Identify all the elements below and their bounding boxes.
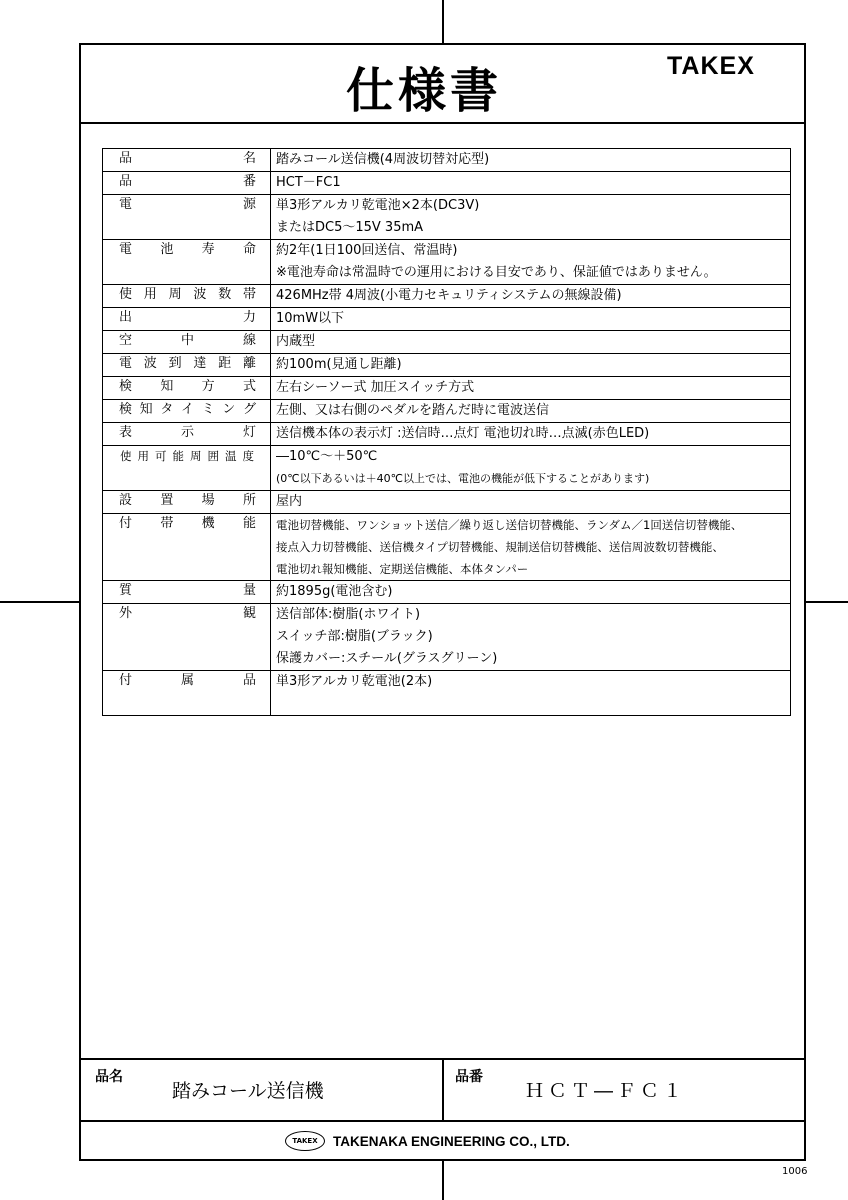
spec-label-char: 観 (242, 606, 256, 621)
spec-label-char: 出 (119, 310, 133, 325)
spec-label-char: 離 (242, 356, 256, 371)
spec-row (103, 514, 791, 581)
spec-label-char: 波 (143, 356, 157, 371)
spec-value-cell (271, 149, 791, 172)
crop-mark-left (0, 601, 79, 603)
spec-value: 単3形アルカリ乾電池(2本) (276, 674, 433, 689)
spec-label-cell (103, 240, 271, 285)
spec-label-char: 品 (119, 151, 133, 166)
spec-label-char: 距 (218, 356, 232, 371)
crop-mark-right (806, 601, 848, 603)
spec-label (103, 377, 270, 397)
spec-row (103, 604, 791, 671)
spec-label (103, 285, 270, 305)
spec-label (103, 491, 270, 511)
spec-label-cell (103, 491, 271, 514)
spec-label-char: 知 (160, 379, 174, 394)
spec-value: (0℃以下あるいは＋40℃以上では、電池の機能が低下することがあります) (276, 472, 650, 485)
spec-label-cell (103, 400, 271, 423)
spec-label-char: 達 (193, 356, 207, 371)
spec-label-cell (103, 172, 271, 195)
spec-value-cell (271, 172, 791, 195)
header-divider (79, 122, 806, 124)
spec-label-cell (103, 423, 271, 446)
spec-label-char: 寿 (201, 242, 215, 257)
spec-label-char: 命 (242, 242, 256, 257)
spec-value-cell (271, 331, 791, 354)
spec-value-cell (271, 604, 791, 671)
spec-label-char: 品 (242, 673, 256, 688)
spec-label (103, 423, 270, 443)
product-name-label: 品名 (95, 1069, 123, 1085)
spec-row (103, 354, 791, 377)
spec-label-cell (103, 604, 271, 671)
spec-label-char: 灯 (242, 425, 256, 440)
spec-label-char: 温 (225, 449, 237, 463)
spec-label-char: タ (160, 402, 174, 417)
spec-label-char: 可 (155, 449, 167, 463)
spec-value-cell (271, 285, 791, 308)
spec-label-char: 能 (172, 449, 184, 463)
spec-value: 約2年(1日100回送信、常温時) (276, 243, 458, 258)
spec-label-char: 方 (201, 379, 215, 394)
spec-row (103, 331, 791, 354)
spec-label-char: 池 (160, 242, 174, 257)
spec-label (103, 400, 270, 420)
spec-table (102, 148, 791, 716)
spec-label (103, 195, 270, 215)
spec-value: 送信部体:樹脂(ホワイト) (276, 607, 421, 622)
spec-label-char: 空 (119, 333, 133, 348)
spec-label (103, 331, 270, 351)
spec-label-char: 示 (180, 425, 194, 440)
spec-label-char: 量 (242, 583, 256, 598)
spec-label-cell (103, 446, 271, 491)
spec-row (103, 285, 791, 308)
spec-label (103, 604, 270, 624)
spec-label-char: イ (180, 402, 194, 417)
spec-value: 426MHz帯 4周波(小電力セキュリティシステムの無線設備) (276, 288, 622, 303)
spec-value: ※電池寿命は常温時での運用における目安であり、保証値ではありません。 (276, 265, 717, 280)
brand-logo: TAKEX (667, 52, 755, 80)
spec-label-char: 用 (143, 287, 157, 302)
spec-row (103, 491, 791, 514)
company-name: TAKENAKA ENGINEERING CO., LTD. (333, 1133, 570, 1149)
spec-value: 電池切替機能、ワンショット送信／繰り返し送信切替機能、ランダム／1回送信切替機能、 (276, 518, 743, 532)
spec-value-cell (271, 400, 791, 423)
spec-label-char: 外 (119, 606, 133, 621)
spec-row (103, 446, 791, 491)
spec-value: 保護カバー:スチール(グラスグリーン) (276, 651, 498, 666)
spec-value-cell (271, 308, 791, 331)
spec-label-char: 場 (201, 493, 215, 508)
spec-label-char: 表 (119, 425, 133, 440)
spec-label-char: 帯 (242, 287, 256, 302)
spec-label (103, 446, 270, 466)
spec-label-cell (103, 285, 271, 308)
spec-label-cell (103, 377, 271, 400)
spec-label-char: 所 (242, 493, 256, 508)
product-number-label: 品番 (455, 1069, 483, 1085)
spec-label-char: 囲 (207, 449, 219, 463)
spec-label-char: ミ (201, 402, 215, 417)
spec-value-cell (271, 377, 791, 400)
spec-row (103, 423, 791, 446)
company-logo: TAKEX (285, 1131, 325, 1151)
spec-label-char: 中 (180, 333, 194, 348)
spec-value: またはDC5～15V 35mA (276, 220, 424, 235)
spec-label-char: 属 (180, 673, 194, 688)
crop-mark-top (442, 0, 444, 43)
spec-row (103, 581, 791, 604)
spec-label-char: 使 (119, 287, 133, 302)
spec-value: 約100m(見通し距離) (276, 357, 402, 372)
spec-value: 約1895g(電池含む) (276, 584, 393, 599)
spec-row (103, 195, 791, 240)
spec-label-cell (103, 581, 271, 604)
spec-label (103, 514, 270, 534)
spec-label-char: 式 (242, 379, 256, 394)
spec-value-cell (271, 423, 791, 446)
page-title: 仕様書 (345, 63, 502, 119)
company-block (285, 1129, 570, 1153)
spec-value-cell (271, 671, 791, 716)
spec-label-char: 知 (139, 402, 153, 417)
spec-label-cell (103, 308, 271, 331)
spec-label (103, 172, 270, 192)
spec-label-char: 番 (242, 174, 256, 189)
spec-label-char: 度 (242, 449, 254, 463)
spec-label-char: 検 (119, 379, 133, 394)
spec-value: 屋内 (276, 494, 303, 509)
spec-label-cell (103, 514, 271, 581)
spec-label-char: グ (242, 402, 256, 417)
spec-label-char: 使 (120, 449, 132, 463)
spec-row (103, 149, 791, 172)
spec-value (271, 693, 790, 715)
spec-label-char: 帯 (160, 516, 174, 531)
spec-value-cell (271, 195, 791, 240)
crop-mark-bottom (442, 1161, 444, 1200)
spec-label-char: 設 (119, 493, 133, 508)
spec-label-char: ン (222, 402, 236, 417)
spec-label-cell (103, 149, 271, 172)
spec-value-cell (271, 581, 791, 604)
product-name-value: 踏みコール送信機 (172, 1080, 324, 1102)
spec-label (103, 581, 270, 601)
spec-row (103, 671, 791, 716)
spec-value: HCT－FC1 (276, 175, 341, 190)
spec-label-char: 力 (242, 310, 256, 325)
spec-label-char: 到 (168, 356, 182, 371)
spec-value: 10mW以下 (276, 311, 345, 326)
spec-label-char: 電 (119, 197, 133, 212)
spec-row (103, 400, 791, 423)
spec-value: ―10℃～＋50℃ (276, 449, 378, 464)
spec-label-char: 周 (168, 287, 182, 302)
spec-label (103, 354, 270, 374)
spec-value: 左側、又は右側のペダルを踏んだ時に電波送信 (276, 403, 550, 418)
spec-label-char: 検 (119, 402, 133, 417)
spec-label-char: 付 (119, 673, 133, 688)
spec-value: 接点入力切替機能、送信機タイプ切替機能、規制送信切替機能、送信周波数切替機能、 (276, 540, 724, 554)
spec-label-cell (103, 354, 271, 377)
spec-value: 踏みコール送信機(4周波切替対応型) (276, 152, 490, 167)
spec-label-char: 機 (201, 516, 215, 531)
spec-value: 送信機本体の表示灯 :送信時…点灯 電池切れ時…点滅(赤色LED) (276, 426, 650, 441)
spec-label-char: 波 (193, 287, 207, 302)
spec-value: 電池切れ報知機能、定期送信機能、本体タンパー (276, 562, 529, 576)
spec-label-char: 数 (218, 287, 232, 302)
document-code: 1006 (782, 1166, 808, 1177)
spec-value: 内蔵型 (276, 334, 316, 349)
spec-value-cell (271, 514, 791, 581)
spec-label-char: 周 (190, 449, 202, 463)
spec-label-char: 名 (242, 151, 256, 166)
spec-label-char: 線 (242, 333, 256, 348)
footer-divider (442, 1058, 444, 1121)
spec-value-cell (271, 354, 791, 377)
spec-label-cell (103, 671, 271, 716)
spec-label-char: 用 (137, 449, 149, 463)
spec-row (103, 240, 791, 285)
spec-value-cell (271, 446, 791, 491)
spec-label (103, 308, 270, 328)
spec-value: 単3形アルカリ乾電池×2本(DC3V) (276, 198, 480, 213)
spec-row (103, 377, 791, 400)
spec-value-cell (271, 491, 791, 514)
spec-label-char: 電 (119, 356, 133, 371)
spec-label-char: 質 (119, 583, 133, 598)
spec-row (103, 172, 791, 195)
spec-label-char: 電 (119, 242, 133, 257)
spec-value-cell (271, 240, 791, 285)
spec-label-char: 置 (160, 493, 174, 508)
spec-value: スイッチ部:樹脂(ブラック) (276, 629, 433, 644)
spec-label (103, 240, 270, 260)
spec-label-cell (103, 331, 271, 354)
spec-value: 左右シーソー式 加圧スイッチ方式 (276, 380, 475, 395)
spec-label (103, 671, 270, 691)
spec-label (103, 149, 270, 169)
product-number-value: ＨＣＴ―ＦＣ１ (525, 1080, 687, 1102)
spec-label-char: 能 (242, 516, 256, 531)
spec-label-char: 品 (119, 174, 133, 189)
spec-label-char: 付 (119, 516, 133, 531)
spec-row (103, 308, 791, 331)
spec-label-cell (103, 195, 271, 240)
spec-label-char: 源 (242, 197, 256, 212)
